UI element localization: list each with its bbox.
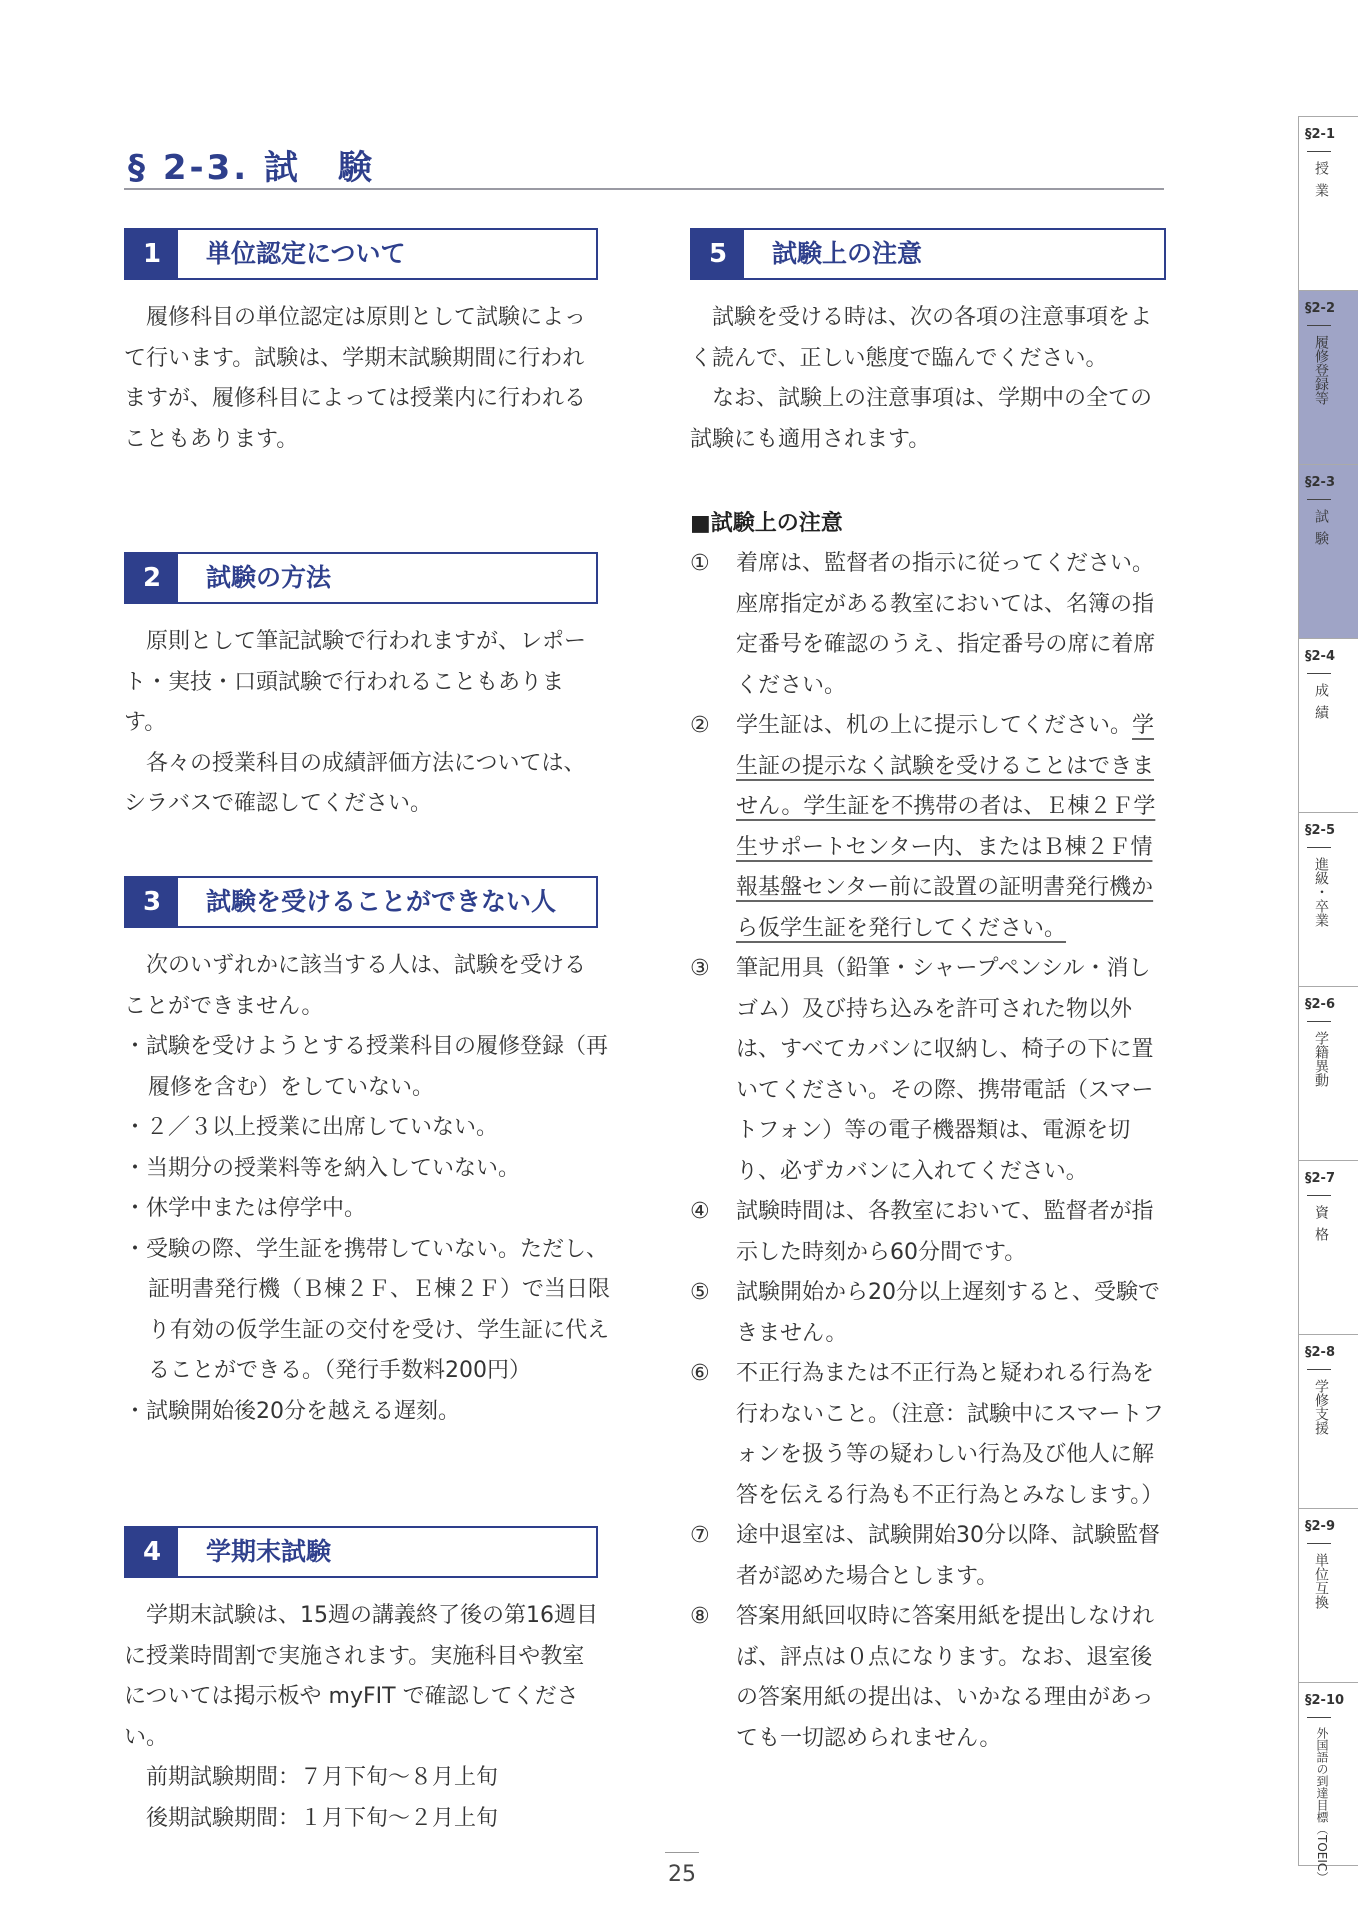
tab-2-9[interactable] bbox=[1299, 1508, 1358, 1682]
tab-label: 学籍異動 bbox=[1313, 1031, 1329, 1087]
rule-text-underlined: 学生証の提示なく試験を受けることはできません。学生証を不携帯の者は、Ｅ棟２Ｆ学生サポートセンター内、またはＢ棟２Ｆ情報基盤センター前に設置の証明書発行機から仮学生証を発行してください。 bbox=[736, 713, 1156, 941]
section-3-intro bbox=[124, 946, 602, 1027]
section-number: 1 bbox=[126, 230, 178, 278]
paragraph: 各々の授業科目の成績評価方法については、シラバスで確認してください。 bbox=[124, 750, 586, 816]
tab-number: §2-4 bbox=[1305, 649, 1335, 664]
rule-text: 学生証は、机の上に提示してください。 bbox=[736, 713, 1133, 738]
rule-number: ④ bbox=[690, 1199, 710, 1224]
rule-number: ⑧ bbox=[690, 1604, 710, 1629]
ineligible-list bbox=[124, 1027, 612, 1432]
rule-item bbox=[690, 1273, 1170, 1354]
section-title: 試験を受けることができない人 bbox=[206, 887, 557, 916]
tab-divider bbox=[1307, 847, 1331, 848]
tab-2-1[interactable] bbox=[1299, 116, 1358, 290]
section-title: 試験上の注意 bbox=[772, 239, 923, 268]
exam-rules-list bbox=[690, 544, 1170, 1759]
rule-text: 答案用紙回収時に答案用紙を提出しなければ、評点は０点になります。なお、退室後の答案用紙の提出は、いかなる理由があっても一切認められません。 bbox=[736, 1604, 1155, 1751]
tab-number: §2-8 bbox=[1305, 1345, 1335, 1360]
tab-2-3[interactable] bbox=[1299, 464, 1358, 638]
rule-text: 試験開始から20分以上遅刻すると、受験できません。 bbox=[736, 1280, 1160, 1346]
tab-2-5[interactable] bbox=[1299, 812, 1358, 986]
rule-text: 試験時間は、各教室において、監督者が指示した時刻から60分間です。 bbox=[736, 1199, 1154, 1265]
rule-number: ① bbox=[690, 551, 710, 576]
section-heading-2 bbox=[124, 552, 598, 604]
rule-number: ② bbox=[690, 713, 710, 738]
rule-text: 途中退室は、試験開始30分以降、試験監督者が認めた場合とします。 bbox=[736, 1523, 1160, 1589]
list-item: ・２／３以上授業に出席していない。 bbox=[124, 1115, 499, 1140]
title-divider bbox=[124, 188, 1164, 190]
rules-subheading: ■試験上の注意 bbox=[690, 511, 843, 536]
tab-label: 学修支援 bbox=[1313, 1379, 1329, 1435]
tab-label: 試験 bbox=[1313, 509, 1329, 553]
section-number: 4 bbox=[126, 1528, 178, 1576]
rule-item bbox=[690, 706, 1170, 949]
rule-item bbox=[690, 1354, 1170, 1516]
chapter-index-tabs bbox=[1298, 116, 1358, 1884]
section-1-text bbox=[124, 298, 602, 460]
tab-number: §2-10 bbox=[1305, 1693, 1345, 1708]
tab-divider bbox=[1307, 1543, 1331, 1544]
rule-item bbox=[690, 1516, 1170, 1597]
tab-divider bbox=[1307, 673, 1331, 674]
list-item: ・休学中または停学中。 bbox=[124, 1196, 367, 1221]
tab-label: 外国語の到達目標（TOEIC） bbox=[1315, 1727, 1329, 1884]
rule-number: ③ bbox=[690, 956, 710, 981]
section-2-text bbox=[124, 622, 602, 825]
second-term-period: 後期試験期間：１月下旬～２月上旬 bbox=[146, 1805, 499, 1831]
tab-divider bbox=[1307, 499, 1331, 500]
tab-label: 進級・卒業 bbox=[1313, 857, 1329, 927]
tab-2-6[interactable] bbox=[1299, 986, 1358, 1160]
tab-number: §2-9 bbox=[1305, 1519, 1335, 1534]
tab-divider bbox=[1307, 151, 1331, 152]
tab-number: §2-6 bbox=[1305, 997, 1335, 1012]
paragraph: 次のいずれかに該当する人は、試験を受けることができません。 bbox=[124, 953, 587, 1019]
page-number: 25 bbox=[668, 1862, 696, 1887]
tab-label: 単位互換 bbox=[1313, 1553, 1329, 1609]
section-number: 5 bbox=[692, 230, 744, 278]
tab-divider bbox=[1307, 1195, 1331, 1196]
tab-label: 履修登録等 bbox=[1313, 335, 1329, 405]
tab-2-4[interactable] bbox=[1299, 638, 1358, 812]
rule-item bbox=[690, 1192, 1170, 1273]
list-item: ・当期分の授業料等を納入していない。 bbox=[124, 1155, 521, 1181]
tab-divider bbox=[1307, 325, 1331, 326]
tab-2-2[interactable] bbox=[1299, 290, 1358, 464]
paragraph: 学期末試験は、15週の講義終了後の第16週目に授業時間割で実施されます。実施科目や教室については掲示板や myFIT で確認してください。 bbox=[124, 1603, 598, 1750]
rule-text: 筆記用具（鉛筆・シャープペンシル・消しゴム）及び持ち込みを許可された物以外は、すべてカバンに収納し、椅子の下に置いてください。その際、携帯電話（スマートフォン）等の電子機器類は、電源を切り、必ずカバンに入れてください。 bbox=[736, 956, 1154, 1184]
tab-number: §2-1 bbox=[1305, 127, 1335, 142]
tab-number: §2-2 bbox=[1305, 301, 1335, 316]
exam-periods bbox=[146, 1758, 498, 1839]
section-heading-4 bbox=[124, 1526, 598, 1578]
list-item: ・試験を受けようとする授業科目の履修登録（再履修を含む）をしていない。 bbox=[124, 1034, 609, 1100]
tab-number: §2-7 bbox=[1305, 1171, 1335, 1186]
rule-item bbox=[690, 544, 1170, 706]
paragraph: なお、試験上の注意事項は、学期中の全ての試験にも適用されます。 bbox=[690, 386, 1153, 452]
section-title: 試験の方法 bbox=[206, 563, 332, 592]
section-number: 2 bbox=[126, 554, 178, 602]
tab-divider bbox=[1307, 1369, 1331, 1370]
section-heading-5 bbox=[690, 228, 1166, 280]
list-item: ・試験開始後20分を越える遅刻。 bbox=[124, 1398, 460, 1424]
rule-item bbox=[690, 949, 1170, 1192]
rule-number: ⑦ bbox=[690, 1523, 710, 1548]
section-4-text bbox=[124, 1596, 602, 1758]
tab-2-7[interactable] bbox=[1299, 1160, 1358, 1334]
section-heading-3 bbox=[124, 876, 598, 928]
rule-number: ⑥ bbox=[690, 1361, 710, 1386]
first-term-period: 前期試験期間：７月下旬～８月上旬 bbox=[146, 1765, 499, 1790]
tab-number: §2-5 bbox=[1305, 823, 1335, 838]
tab-divider bbox=[1307, 1717, 1331, 1718]
rule-text: 不正行為または不正行為と疑われる行為を行わないこと。（注意：試験中にスマートフォンを扱う等の疑わしい行為及び他人に解答を伝える行為も不正行為とみなします。） bbox=[736, 1361, 1164, 1508]
tab-divider bbox=[1307, 1021, 1331, 1022]
paragraph: 原則として筆記試験で行われますが、レポート・実技・口頭試験で行われることもあります。 bbox=[124, 629, 587, 735]
section-5-text bbox=[690, 298, 1166, 460]
tab-label: 授業 bbox=[1313, 161, 1329, 205]
page-number-rule bbox=[665, 1852, 699, 1853]
tab-2-8[interactable] bbox=[1299, 1334, 1358, 1508]
paragraph: 履修科目の単位認定は原則として試験によって行います。試験は、学期末試験期間に行われますが、履修科目によっては授業内に行われることもあります。 bbox=[124, 305, 587, 452]
rule-item bbox=[690, 1597, 1170, 1759]
section-title: 単位認定について bbox=[206, 239, 406, 268]
paragraph: 試験を受ける時は、次の各項の注意事項をよく読んで、正しい態度で臨んでください。 bbox=[690, 305, 1153, 371]
section-title: 学期末試験 bbox=[206, 1537, 332, 1566]
rule-number: ⑤ bbox=[690, 1280, 710, 1305]
page-title: § 2-3. 試 験 bbox=[128, 148, 376, 188]
list-item: ・受験の際、学生証を携帯していない。ただし、証明書発行機（Ｂ棟２Ｆ、Ｅ棟２Ｆ）で当日限り有効の仮学生証の交付を受け、学生証に代えることができる。（発行手数料200円） bbox=[124, 1236, 611, 1383]
section-heading-1 bbox=[124, 228, 598, 280]
tab-label: 資格 bbox=[1313, 1205, 1329, 1249]
tab-number: §2-3 bbox=[1305, 475, 1335, 490]
tab-label: 成績 bbox=[1313, 683, 1329, 727]
section-number: 3 bbox=[126, 878, 178, 926]
rule-text: 着席は、監督者の指示に従ってください。座席指定がある教室においては、名簿の指定番号を確認のうえ、指定番号の席に着席ください。 bbox=[736, 551, 1156, 698]
tab-2-10[interactable] bbox=[1299, 1682, 1358, 1884]
